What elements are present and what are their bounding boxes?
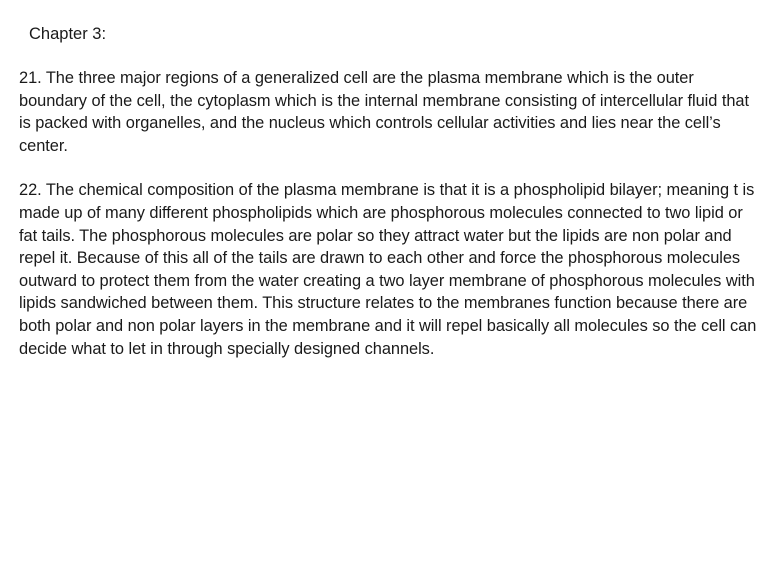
answers-section: [19, 67, 759, 382]
chapter-title: Chapter 3:: [29, 25, 107, 43]
answer-22-paragraph: 22. The chemical composition of the plasma membrane is that it is a phospholipid bilayer; meaning t is made up of many different phospholipids which are phosphorous molecules connected to two lipid or fat tails. The phosphorous molecules are polar so they attract water but the lipids are non polar and repel it. Because of this all of the tails are drawn to each other and force the phosphorous molecules outward to protect them from the water creating a two layer membrane of phosphorous molecules with lipids sandwiched between them. This structure relates to the membranes function because there are both polar and non polar layers in the membrane and it will repel basically all molecules so the cell can decide what to let in through specially designed channels.: [19, 181, 757, 358]
answer-21-paragraph: 21. The three major regions of a generalized cell are the plasma membrane which is the outer boundary of the cell, the cytoplasm which is the internal membrane consisting of intercellular fluid that is packed with organelles, and the nucleus which controls cellular activities and lies near the cell’s center.: [19, 69, 749, 155]
